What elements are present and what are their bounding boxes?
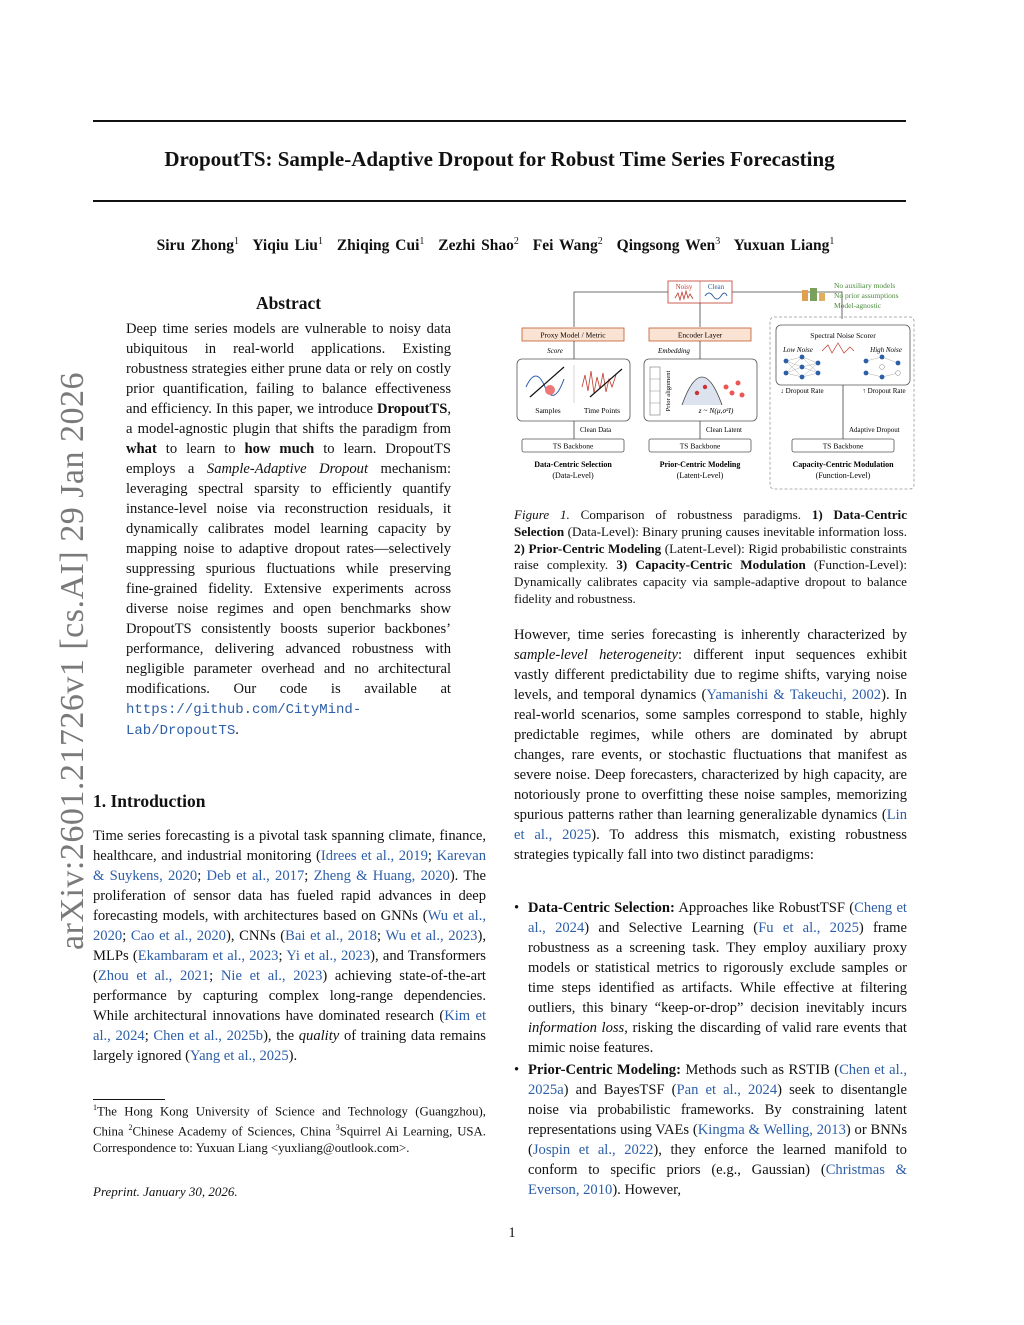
citation-link[interactable]: Cheng et al., 2024: [528, 900, 907, 936]
abstract-text: , a model-agnostic plugin that shifts the paradigm from: [126, 401, 451, 437]
code-link[interactable]: https://github.com/CityMind-Lab/DropoutTS: [126, 702, 362, 739]
abstract-text: to learn. DropoutTS employs a: [126, 441, 452, 477]
body-text: ), CNNs (: [225, 928, 286, 944]
bullet-marker: •: [514, 1062, 520, 1078]
author-affiliation: 2: [513, 236, 519, 247]
caption-bold: 3) Capacity-Centric Modulation: [616, 557, 806, 573]
distribution-label: z ~ N(μ,σ²I): [698, 406, 734, 415]
body-text: ) or BNNs (: [528, 1122, 908, 1158]
author-name: Siru Zhong: [156, 237, 234, 255]
body-text: ;: [122, 928, 131, 944]
legend-item: No auxiliary models: [834, 281, 896, 290]
spectral-scorer-label: Spectral Noise Scorer: [810, 331, 876, 340]
body-text: ;: [209, 968, 221, 984]
figure-1-diagram: [512, 279, 916, 499]
noise-point: [730, 391, 735, 396]
abstract-italic: Sample-Adaptive Dropout: [206, 461, 368, 477]
noise-sample-icon: [545, 385, 555, 395]
body-text: ), and Transformers (: [93, 948, 486, 984]
clean-latent-label: Clean Latent: [706, 426, 742, 434]
intro-paragraph: [93, 826, 486, 1066]
legend-item: Model-agnostic: [834, 301, 882, 310]
preprint-note: Preprint. January 30, 2026.: [93, 1184, 238, 1199]
citation-link[interactable]: Yi et al., 2023: [286, 948, 371, 964]
author-affiliation: 3: [715, 236, 721, 247]
caption-text: (Latent-Level): Rigid probabilistic constraints raise complexity.: [514, 540, 907, 573]
bullet-marker: •: [514, 900, 520, 916]
citation-link[interactable]: Ekambaram et al., 2023: [137, 948, 279, 964]
clean-data-label: Clean Data: [580, 426, 612, 434]
paper-title: DropoutTS: Sample-Adaptive Dropout for Robust Time Series Forecasting: [164, 147, 835, 171]
abstract-bold: what: [126, 441, 157, 457]
thumbs-up-icon: [802, 290, 808, 301]
list-item: [514, 1060, 907, 1200]
abstract-text: mechanism: leveraging spectral sparsity to efficiently quantify instance-level noise via reconstruction residuals, it dynamically calibrates model learning capacity by mapping noise to adaptive dropout rates—selectively suppressing spurious fluctuations while preserving fine-grained fidelity. Extensive experiments across diverse noise regimes and open benchmarks show DropoutTS consistently boosts superior backbones’ performance, delivering advanced robustness with negligible parameter overhead and no architectural modifications. Our code is available at: [126, 461, 451, 697]
body-text: ) seek to disentangle noise via probabilistic frameworks. By constraining latent representations using VAEs (: [528, 1082, 907, 1138]
citation-link[interactable]: Chen et al., 2025a: [528, 1062, 907, 1098]
noise-point: [736, 381, 741, 386]
citation-link[interactable]: Kingma & Welling, 2013: [697, 1122, 846, 1138]
citation-link[interactable]: Karevan & Suykens, 2020: [93, 848, 486, 884]
footnote-text: Squirrel Ai Learning, USA. Correspondence to: Yuxuan Liang <yuxliang@outlook.com>.: [93, 1124, 486, 1155]
page-number: 1: [508, 1225, 516, 1241]
author-affiliation: 1: [419, 236, 425, 247]
thumbs-up-icon: [810, 288, 817, 301]
ts-backbone-label: TS Backbone: [822, 441, 864, 451]
citation-link[interactable]: Cao et al., 2020: [130, 928, 226, 944]
footnote-text: Chinese Academy of Sciences, China: [132, 1124, 336, 1139]
noise-point: [724, 385, 729, 390]
body-text: ) and Selective Learning (: [584, 920, 759, 936]
author-name: Qingsong Wen: [616, 237, 716, 255]
title-bottom-rule: [93, 200, 906, 202]
body-italic: quality: [298, 1028, 340, 1044]
footnote-marker: 3: [335, 1122, 340, 1132]
low-dropout-label: ↓ Dropout Rate: [780, 387, 824, 395]
ts-backbone-label: TS Backbone: [679, 441, 721, 451]
citation-link[interactable]: Chen et al., 2025b: [153, 1028, 264, 1044]
citation-link[interactable]: Wu et al., 2023: [385, 928, 478, 944]
body-text: ). However,: [612, 1182, 682, 1198]
list-item-head: Data-Centric Selection:: [528, 900, 675, 916]
body-text: ), MLPs (: [93, 928, 486, 964]
author-list: [93, 236, 906, 255]
time-points-label: Time Points: [583, 406, 621, 415]
citation-link[interactable]: Deb et al., 2017: [206, 868, 305, 884]
abstract-heading: Abstract: [255, 293, 322, 313]
high-noise-label: High Noise: [870, 346, 902, 354]
paradigm-name: Prior-Centric Modeling: [659, 460, 741, 469]
encoder-layer-label: Encoder Layer: [677, 330, 723, 340]
citation-link[interactable]: Idrees et al., 2019: [320, 848, 428, 864]
noise-point: [695, 391, 699, 395]
body-text: ) and BayesTSF (: [563, 1082, 677, 1098]
connector: [574, 292, 668, 327]
citation-link[interactable]: Fu et al., 2025: [758, 920, 859, 936]
citation-link[interactable]: Pan et al., 2024: [676, 1082, 778, 1098]
caption-bold: 2) Prior-Centric Modeling: [514, 540, 662, 556]
citation-link[interactable]: Kim et al., 2024: [93, 1008, 486, 1044]
noise-point: [740, 393, 745, 398]
ts-backbone-label: TS Backbone: [552, 441, 594, 451]
author-name: Yiqiu Liu: [252, 237, 318, 255]
body-text: ;: [427, 848, 437, 864]
connector: [732, 292, 842, 319]
author-affiliation: 1: [317, 236, 323, 247]
arxiv-identifier-text: arXiv:2601.21726v1 [cs.AI] 29 Jan 2026: [54, 371, 91, 950]
body-text: ), the: [263, 1028, 299, 1044]
body-text: However, time series forecasting is inherently characterized by: [514, 627, 907, 643]
citation-link[interactable]: Christmas & Everson, 2010: [528, 1162, 908, 1198]
abstract-text: Deep time series models are vulnerable to noisy data ubiquitous in real-world applications. Existing robustness strategies either prune data or rely on costly prior quantification, failing to balance effectiveness and efficiency. In this paper, we introduce: [126, 321, 451, 417]
body-text: ).: [288, 1048, 298, 1064]
caption-label: Figure 1.: [514, 507, 570, 522]
samples-label: Samples: [535, 406, 561, 415]
abstract-bold: DropoutTS: [377, 401, 448, 417]
citation-link[interactable]: Yang et al., 2025: [190, 1048, 289, 1064]
citation-link[interactable]: Wu et al., 2020: [93, 908, 486, 944]
body-paragraph: [514, 625, 907, 865]
clean-label: Clean: [707, 283, 725, 291]
citation-link[interactable]: Nie et al., 2023: [220, 968, 323, 984]
affiliation-footnote: [93, 1099, 486, 1156]
author-affiliation: 2: [597, 236, 603, 247]
citation-link[interactable]: Zheng & Huang, 2020: [313, 868, 450, 884]
body-text: ). To address this mismatch, existing robustness strategies typically fall into two distinct paradigms:: [514, 827, 907, 863]
body-text: ;: [278, 948, 287, 964]
body-italic: sample-level heterogeneity: [514, 647, 678, 663]
paradigm-name: Data-Centric Selection: [534, 460, 612, 469]
noise-point: [703, 385, 707, 389]
abstract-bold: how much: [244, 441, 315, 457]
noisy-label: Noisy: [675, 283, 693, 291]
high-dropout-label: ↑ Dropout Rate: [862, 387, 906, 395]
body-text: ). The proliferation of sensor data has fueled rapid advances in deep forecasting models, with architectures based on GNNs (: [93, 868, 487, 924]
prior-alignment-label: Prior alignment: [665, 370, 672, 412]
body-text: ) frame robustness as a screening task. They employ auxiliary proxy models or statistical metrics to rigorously exclude samples or time steps identified as artifacts. While effective at filtering outliers, this binary “keep-or-drop” decision inevitably incurs: [528, 920, 907, 1016]
adaptive-dropout-label: Adaptive Dropout: [849, 426, 900, 434]
body-text: ). In real-world scenarios, some samples correspond to stable, highly predictable regimes, while others are dominated by abrupt changes, rare events, or stochastic fluctuations that manifest as severe noise. Deep forecasters, characterized by high capacity, are notoriously prone to overfitting these noise samples, memorizing spurious patterns rather than learning generalizable dynamics (: [514, 687, 907, 823]
citation-link[interactable]: Bai et al., 2018: [285, 928, 377, 944]
paradigm-level: (Data-Level): [552, 471, 594, 480]
abstract-text: .: [235, 722, 239, 738]
author-affiliation: 1: [829, 236, 835, 247]
embedding-label: Embedding: [658, 347, 690, 355]
paradigm-name: Capacity-Centric Modulation: [792, 460, 894, 469]
low-noise-label: Low Noise: [783, 346, 813, 354]
body-text: ;: [376, 928, 386, 944]
figure-1: [512, 279, 916, 499]
paradigm-list: [514, 898, 907, 1200]
score-label: Score: [547, 347, 563, 355]
section-heading: 1. Introduction: [93, 791, 206, 811]
citation-link[interactable]: Jospin et al., 2022: [532, 1142, 654, 1158]
paradigm-level: (Function-Level): [815, 471, 871, 480]
footnote-marker: 2: [128, 1122, 133, 1132]
paradigm-level: (Latent-Level): [676, 471, 724, 480]
body-text: ;: [197, 868, 207, 884]
arxiv-identifier: [22, 370, 91, 950]
body-text: ;: [144, 1028, 154, 1044]
citation-link[interactable]: Lin et al., 2025: [514, 807, 907, 843]
body-text: Approaches like RobustTSF (: [674, 900, 855, 916]
caption-bold: 1) Data-Centric Selection: [514, 507, 907, 539]
body-text: ), they enforce the learned manifold to conform to specific priors (e.g., Gaussian) (: [528, 1142, 907, 1178]
body-text: ;: [304, 868, 314, 884]
list-item-head: Prior-Centric Modeling:: [528, 1062, 681, 1078]
body-text: Methods such as RSTIB (: [680, 1062, 840, 1078]
citation-link[interactable]: Yamanishi & Takeuchi, 2002: [706, 687, 882, 703]
body-text: , risking the discarding of valid rare events that mimic noise features.: [528, 1020, 907, 1056]
proxy-model-label: Proxy Model / Metric: [540, 330, 606, 340]
caption-text: (Function-Level): Dynamically calibrates capacity via sample-adaptive dropout to balance fidelity and robustness.: [514, 557, 907, 606]
author-name: Zezhi Shao: [438, 237, 514, 255]
legend-item: No prior assumptions: [834, 291, 899, 300]
author-name: Zhiqing Cui: [336, 237, 420, 255]
body-text: Time series forecasting is a pivotal task spanning climate, finance, healthcare, and industrial monitoring (: [93, 828, 486, 864]
list-item: [514, 898, 907, 1058]
body-text: : different input sequences exhibit vastly different predictability due to regime shifts, varying noise levels, and temporal dynamics (: [514, 647, 907, 703]
caption-text: Comparison of robustness paradigms.: [569, 507, 812, 522]
body-text: ) achieving state-of-the-art performance by capturing complex long-range dependencies. While architectural innovations have dominated research (: [93, 968, 486, 1024]
body-text: of training data remains largely ignored (: [93, 1028, 486, 1064]
body-italic: information loss: [528, 1020, 625, 1036]
thumbs-up-icon: [819, 293, 825, 301]
author-affiliation: 1: [234, 236, 239, 247]
author-name: Fei Wang: [532, 237, 598, 255]
footnote-text: The Hong Kong University of Science and Technology (Guangzhou), China: [93, 1104, 486, 1139]
abstract-text: to learn to: [156, 441, 245, 457]
citation-link[interactable]: Zhou et al., 2021: [97, 968, 210, 984]
figure-caption: [514, 507, 907, 608]
title-top-rule: [93, 120, 906, 122]
abstract-body: [126, 319, 451, 741]
author-name: Yuxuan Liang: [733, 237, 830, 255]
footnote-marker: 1: [93, 1103, 97, 1112]
caption-text: (Data-Level): Binary pruning causes inevitable information loss.: [564, 523, 907, 539]
